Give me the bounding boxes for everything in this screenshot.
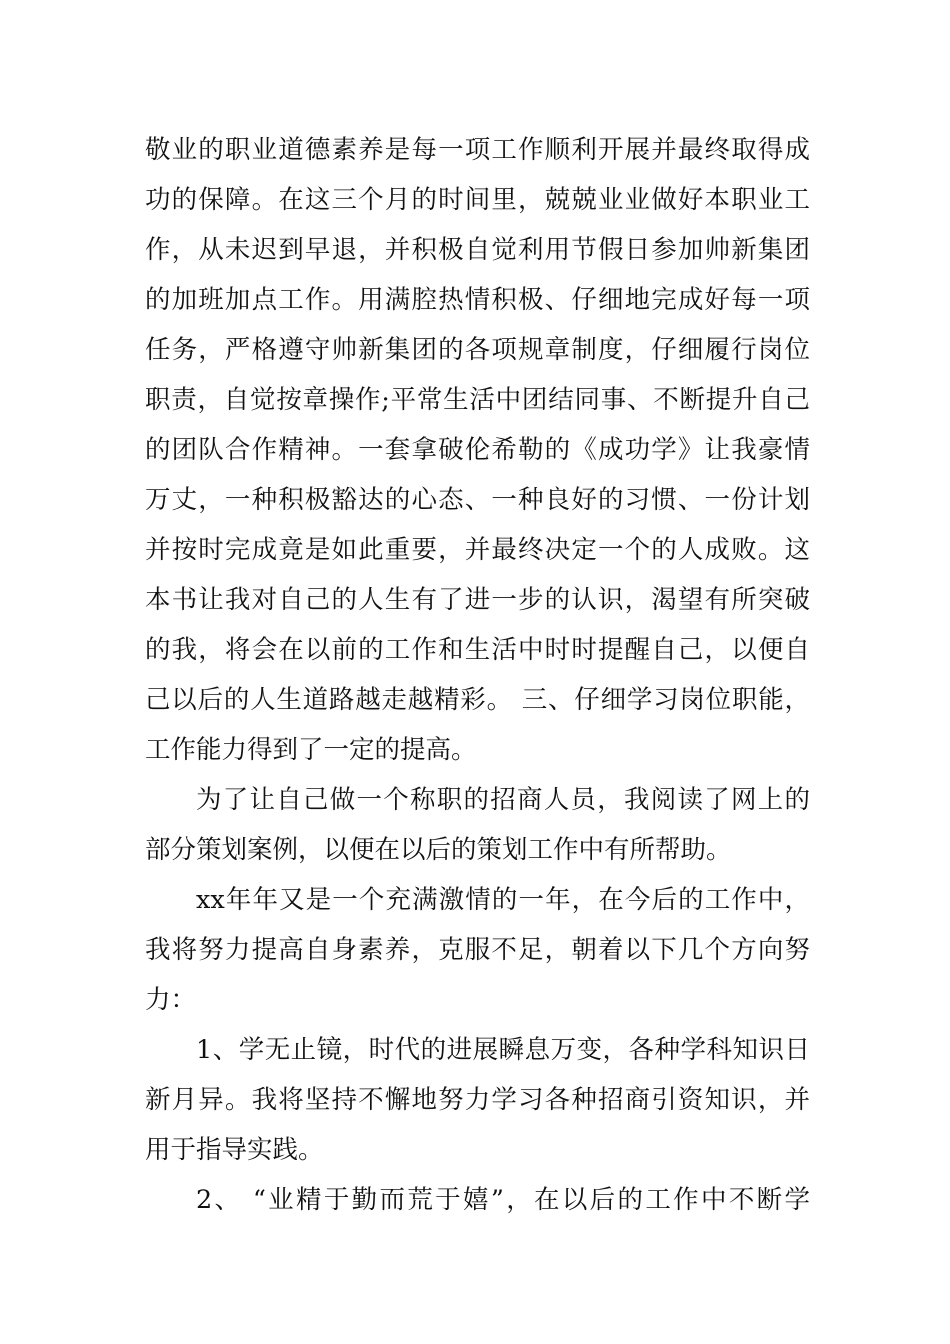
- text-line: 职责，自觉按章操作;平常生活中团结同事、不断提升自己: [145, 385, 810, 415]
- text-line: 本书让我对自己的人生有了进一步的认识，渴望有所突破: [145, 585, 810, 615]
- text-line: 力：: [145, 985, 197, 1015]
- text-line: 并按时完成竟是如此重要，并最终决定一个的人成败。这: [145, 535, 810, 565]
- text-line: 的我，将会在以前的工作和生活中时时提醒自己，以便自: [145, 635, 810, 665]
- text-line: 万丈，一种积极豁达的心态、一种良好的习惯、一份计划: [145, 485, 810, 515]
- text-line: 2、 “业精于勤而荒于嬉”，在以后的工作中不断学: [196, 1185, 810, 1215]
- text-line: xx年年又是一个充满激情的一年，在今后的工作中，: [196, 885, 810, 915]
- text-line: 己以后的人生道路越走越精彩。 三、仔细学习岗位职能，: [145, 685, 810, 715]
- text-line: 敬业的职业道德素养是每一项工作顺利开展并最终取得成: [145, 135, 810, 165]
- text-line: 的团队合作精神。一套拿破伦希勒的《成功学》让我豪情: [145, 435, 810, 465]
- text-line: 我将努力提高自身素养，克服不足，朝着以下几个方向努: [145, 935, 810, 965]
- text-line: 功的保障。在这三个月的时间里，兢兢业业做好本职业工: [145, 185, 810, 215]
- text-line: 工作能力得到了一定的提高。: [145, 735, 477, 765]
- text-line: 部分策划案例，以便在以后的策划工作中有所帮助。: [145, 835, 732, 865]
- text-line: 的加班加点工作。用满腔热情积极、仔细地完成好每一项: [145, 285, 810, 315]
- text-line: 为了让自己做一个称职的招商人员，我阅读了网上的: [196, 785, 810, 815]
- text-line: 用于指导实践。: [145, 1135, 324, 1165]
- text-line: 新月异。我将坚持不懈地努力学习各种招商引资知识，并: [145, 1085, 810, 1115]
- text-line: 作，从未迟到早退，并积极自觉利用节假日参加帅新集团: [145, 235, 810, 265]
- text-line: 任务，严格遵守帅新集团的各项规章制度，仔细履行岗位: [145, 335, 810, 365]
- text-line: 1、学无止镜，时代的进展瞬息万变，各种学科知识日: [196, 1035, 810, 1065]
